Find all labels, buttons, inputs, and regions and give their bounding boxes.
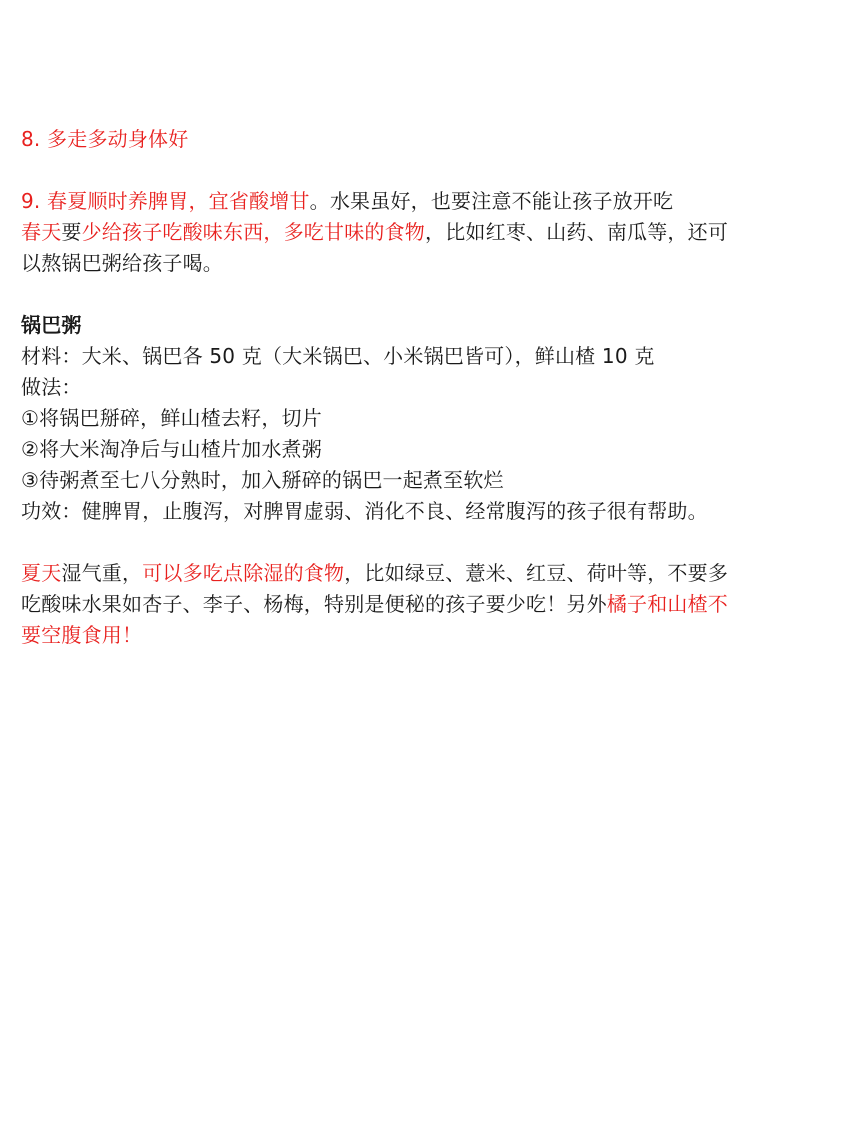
summer-warning-1: 橘子和山楂不: [606, 592, 729, 616]
article-body: [21, 124, 836, 651]
tip-8: 8. 多走多动身体好: [21, 127, 189, 151]
summer-highlight: 可以多吃点除湿的食物: [142, 561, 345, 585]
spring-text-2: ，比如红枣、山药、南瓜等，还可: [425, 220, 729, 244]
spring-advice-line-1: [21, 217, 836, 248]
recipe-method-label: 做法：: [21, 375, 82, 399]
spring-text-1: 要: [61, 220, 82, 244]
recipe-title: 锅巴粥: [21, 313, 82, 337]
tip-9: [21, 186, 836, 217]
summer-advice-line-2: [21, 589, 836, 620]
summer-text-2: ，比如绿豆、薏米、红豆、荷叶等，不要多: [344, 561, 729, 585]
summer-warning-2: 要空腹食用！: [21, 623, 143, 647]
spring-label: 春天: [21, 220, 62, 244]
summer-text-1: 湿气重，: [61, 561, 143, 585]
tip-9-text: 。水果虽好，也要注意不能让孩子放开吃: [309, 189, 674, 213]
recipe-step-2: ②将大米淘净后与山楂片加水煮粥: [21, 437, 322, 461]
spring-advice-line-2: 以熬锅巴粥给孩子喝。: [21, 251, 223, 275]
recipe-step-3: ③待粥煮至七八分熟时，加入掰碎的锅巴一起煮至软烂: [21, 468, 504, 492]
summer-label: 夏天: [21, 561, 62, 585]
recipe-effect: 功效：健脾胃，止腹泻，对脾胃虚弱、消化不良、经常腹泻的孩子很有帮助。: [21, 499, 708, 523]
recipe-step-1: ①将锅巴掰碎，鲜山楂去籽，切片: [21, 406, 322, 430]
summer-text-3: 吃酸味水果如杏子、李子、杨梅，特别是便秘的孩子要少吃！另外: [21, 592, 607, 616]
summer-advice-line-1: [21, 558, 836, 589]
spring-highlight: 少给孩子吃酸味东西，多吃甘味的食物: [81, 220, 426, 244]
tip-9-heading: 9. 春夏顺时养脾胃，宜省酸增甘: [21, 189, 310, 213]
recipe-materials: 材料：大米、锅巴各 50 克（大米锅巴、小米锅巴皆可），鲜山楂 10 克: [21, 344, 655, 368]
